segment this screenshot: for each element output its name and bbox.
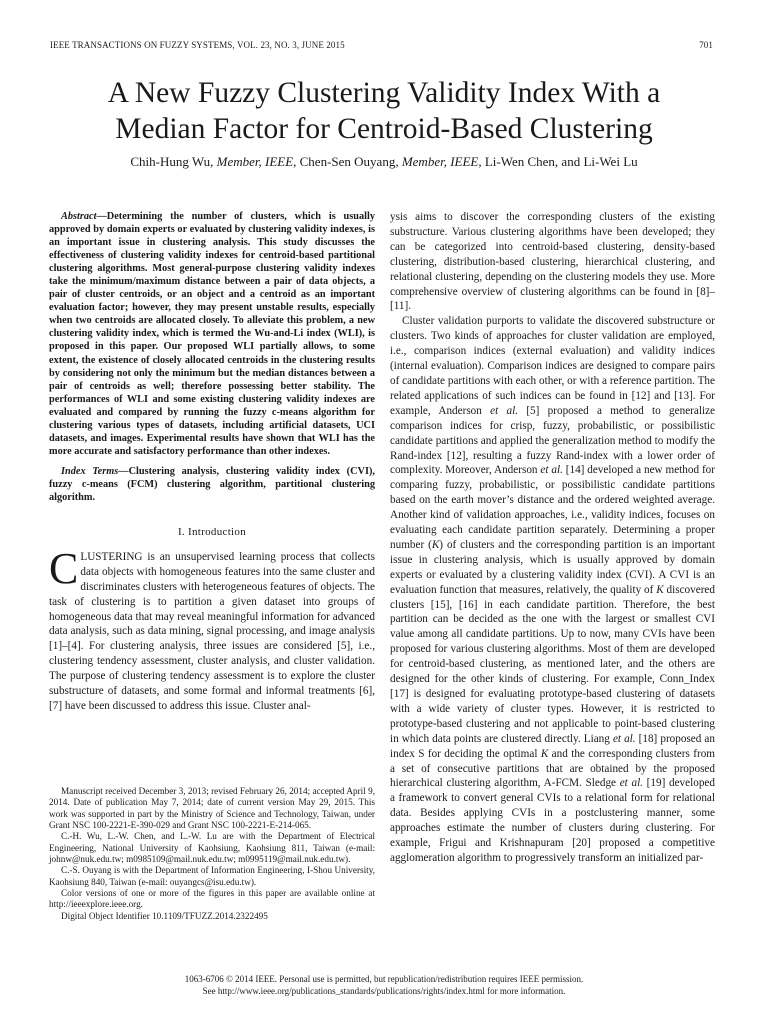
et-al-3: et al. (612, 732, 636, 745)
permissions-line: See http://www.ieee.org/publications_standards/publications/rights/index.html for more information. (202, 986, 566, 996)
index-terms (49, 465, 375, 504)
right-paragraph-2: Cluster validation purports to validate the discovered substructure or clusters. Two kinds of approaches for cluster validation are employed, i.e., comparison indices (external evaluation) and validity indices (internal evaluation). Comparison indices are designed to compare pairs of candidate partitions with each other, or with a reference partition. The related applications of such indices can be found in [12] and [13]. For example, Anderson et al. [5] proposed a method to generalize comparison indices for crisp, fuzzy, probabilistic, or possibilistic candidate partitions and applied the generalization method to modify the Rand-index [12], resulting a fuzzy Rand-index with a lower order of complexity. Moreover, Anderson et al. [14] developed a new method for comparing fuzzy, probabilistic, or possibilistic candidate partitions based on the earth mover’s distance and the ordered weighted average. Another kind of validation approaches, i.e., validity indices, focuses on evaluating each candidate partition separately. Determining a proper number (K) of clusters and the corresponding partition is an important issue in clustering analysis, which is usually approved by domain experts or evaluated by a clustering validity index (CVI). A CVI is an evaluation function that measures, relatively, the quality of K discovered clusters [15], [16] in each candidate partition. Therefore, the best partition can be decided as the one with the largest or smallest CVI value among all candidate partitions. Up to now, many CVIs have been proposed for various clustering algorithms. Most of them are developed for centroid-based clustering, as mentioned later, and the others are designed for the other kinds of clustering. For example, Conn_Index [17] is designed for evaluating prototype-based clustering of datasets with a wide variety of cluster types. However, it is restricted to prototype-based clustering and not applicable to point-based clustering in which data points are clustered directly. Liang et al. [18] proposed an index S for deciding the optimal K and the corresponding clusters from a set of consecutive partitions that are obtained by the proposed hierarchical clustering algorithm, A-FCM. Sledge et al. [19] developed a framework to convert general CVIs to a relational form for relational data. Besides applying CVIs in a postclustering manner, some approaches estimate the number of clusters during clustering. For example, Frigui and Krishnapuram [20] proposed a competitive agglomeration algorithm to progressively transform an initialized par- (390, 315, 716, 864)
copyright-footer (0, 973, 768, 997)
abstract (49, 210, 375, 458)
dropcap-letter: C (49, 543, 79, 593)
intro-paragraph-1-text: LUSTERING is an unsupervised learning process that collects data objects with homogeneous features into the same cluster and discriminates clusters with heterogeneous features of objects. The task of clustering is to partition a given dataset into groups of homogeneous data that may reveal meaningful information for advanced data analysis, such as data mining, signal processing, and image analysis [1]–[4]. For clustering analysis, three issues are considered [5], i.e., clustering tendency assessment, cluster analysis, and cluster validation. The purpose of clustering tendency assessment is to explore the cluster substructure of datasets, and some formal and informal treatments [6], [7] have been discussed to address this issue. Cluster anal- (49, 550, 375, 712)
paper-title (40, 75, 728, 147)
page-number: 701 (699, 40, 713, 50)
abstract-label: Abstract (61, 211, 97, 222)
section-heading-introduction: I. Introduction (177, 526, 247, 539)
intro-paragraph-1 (49, 543, 375, 714)
author-list (40, 154, 728, 170)
footnote-manuscript: Manuscript received December 3, 2013; revised February 26, 2014; accepted April 9, 2014. Date of publication May 7, 2014; date of current version May 29, 2015. This work was supported in part by the Ministry of Science and Technology, Taiwan, under Grant NSC 100-2221-E-390-029 and Grant NSC 100-2221-E-214-065. (49, 786, 375, 831)
other-authors: , Li-Wen Chen, and Li-Wei Lu (478, 154, 638, 169)
right-paragraph-1: ysis aims to discover the corresponding clusters of the existing substructure. Various clustering algorithms have been developed; they can be categorized into centroid-based clustering, density-based clustering, distribution-based clustering, hierarchical clustering, and relational clustering, depending on the clustering models they use. More comprehensive overview of clustering algorithms can be found in [8]–[11]. (390, 211, 715, 313)
journal-citation: IEEE TRANSACTIONS ON FUZZY SYSTEMS, VOL. 23, NO. 3, JUNE 2015 (50, 40, 345, 50)
index-terms-label: Index Terms (61, 465, 119, 477)
abstract-text: —Determining the number of clusters, which is usually approved by domain experts or evaluated by clustering validity indexes, is an important issue in clustering analysis. This study discusses the effectiveness of clustering validity indexes for centroid-based partitional clustering algorithms. Most general-purpose clustering validity indexes take the minimum/maximum distance between a pair of data objects, a pair of cluster centroids, or an object and a centroid as an important evaluation factor; however, they may present unstable results, especially when two centroids are allocated closely. To alleviate this problem, a new clustering validity index, which is termed the Wu-and-Li index (WLI), is proposed in this paper. Our proposed WLI partially allows, to some extent, the existence of closely allocated centroids in the clustering results by considering not only the minimum but the median distances between a pair of centroids as well; therefore possessing better stability. The performances of WLI and some existing clustering validity indexes are evaluated and compared by running the fuzzy c-means algorithm for clustering various types of datasets, including artificial datasets, UCI datasets, and images. Experimental results have shown that WLI has the more accurate and satisfactory performance than other indexes. (49, 211, 375, 457)
footnote-color-versions: Color versions of one or more of the figures in this paper are available online at http://ieeexplore.ieee.org. (49, 888, 375, 910)
variable-k-1: K (431, 538, 440, 551)
first-page-footnotes (49, 786, 375, 922)
copyright-line: 1063-6706 © 2014 IEEE. Personal use is permitted, but republication/redistribution requires IEEE permission. (184, 974, 584, 984)
author-2: , Chen-Sen Ouyang, (293, 154, 399, 169)
footnote-affiliation-1: C.-H. Wu, L.-W. Chen, and L.-W. Lu are with the Department of Electrical Engineering, National University of Kaohsiung, Kaohsiung 811, Taiwan (e-mail: johnw@nuk.edu.tw; m0985109@mail.nuk.edu.tw; m0995119@mail.nuk.edu.tw). (49, 831, 375, 865)
footnote-affiliation-2: C.-S. Ouyang is with the Department of Information Engineering, I-Shou University, Kaohsiung 840, Taiwan (e-mail: ouyangcs@isu.edu.tw). (49, 865, 375, 887)
author-1: Chih-Hung Wu, (130, 154, 214, 169)
right-column (390, 210, 715, 866)
variable-k-3: K (540, 747, 549, 760)
et-al-1: et al. (490, 404, 519, 417)
author-1-role: Member, IEEE (216, 154, 294, 169)
et-al-2: et al. (540, 464, 563, 477)
running-head (50, 40, 713, 50)
index-terms-text: —Clustering analysis, clustering validity index (CVI), fuzzy c-means (FCM) clustering algorithm, partitional clustering algorithm. (49, 465, 375, 503)
title-line-2: Median Factor for Centroid-Based Clustering (115, 113, 653, 145)
et-al-4: et al. (619, 777, 643, 790)
footnote-doi: Digital Object Identifier 10.1109/TFUZZ.2014.2322495 (61, 910, 268, 921)
variable-k-2: K (656, 583, 664, 596)
left-column (49, 210, 375, 714)
title-line-1: A New Fuzzy Clustering Validity Index With a (107, 77, 661, 109)
author-2-role: Member, IEEE (401, 154, 479, 169)
